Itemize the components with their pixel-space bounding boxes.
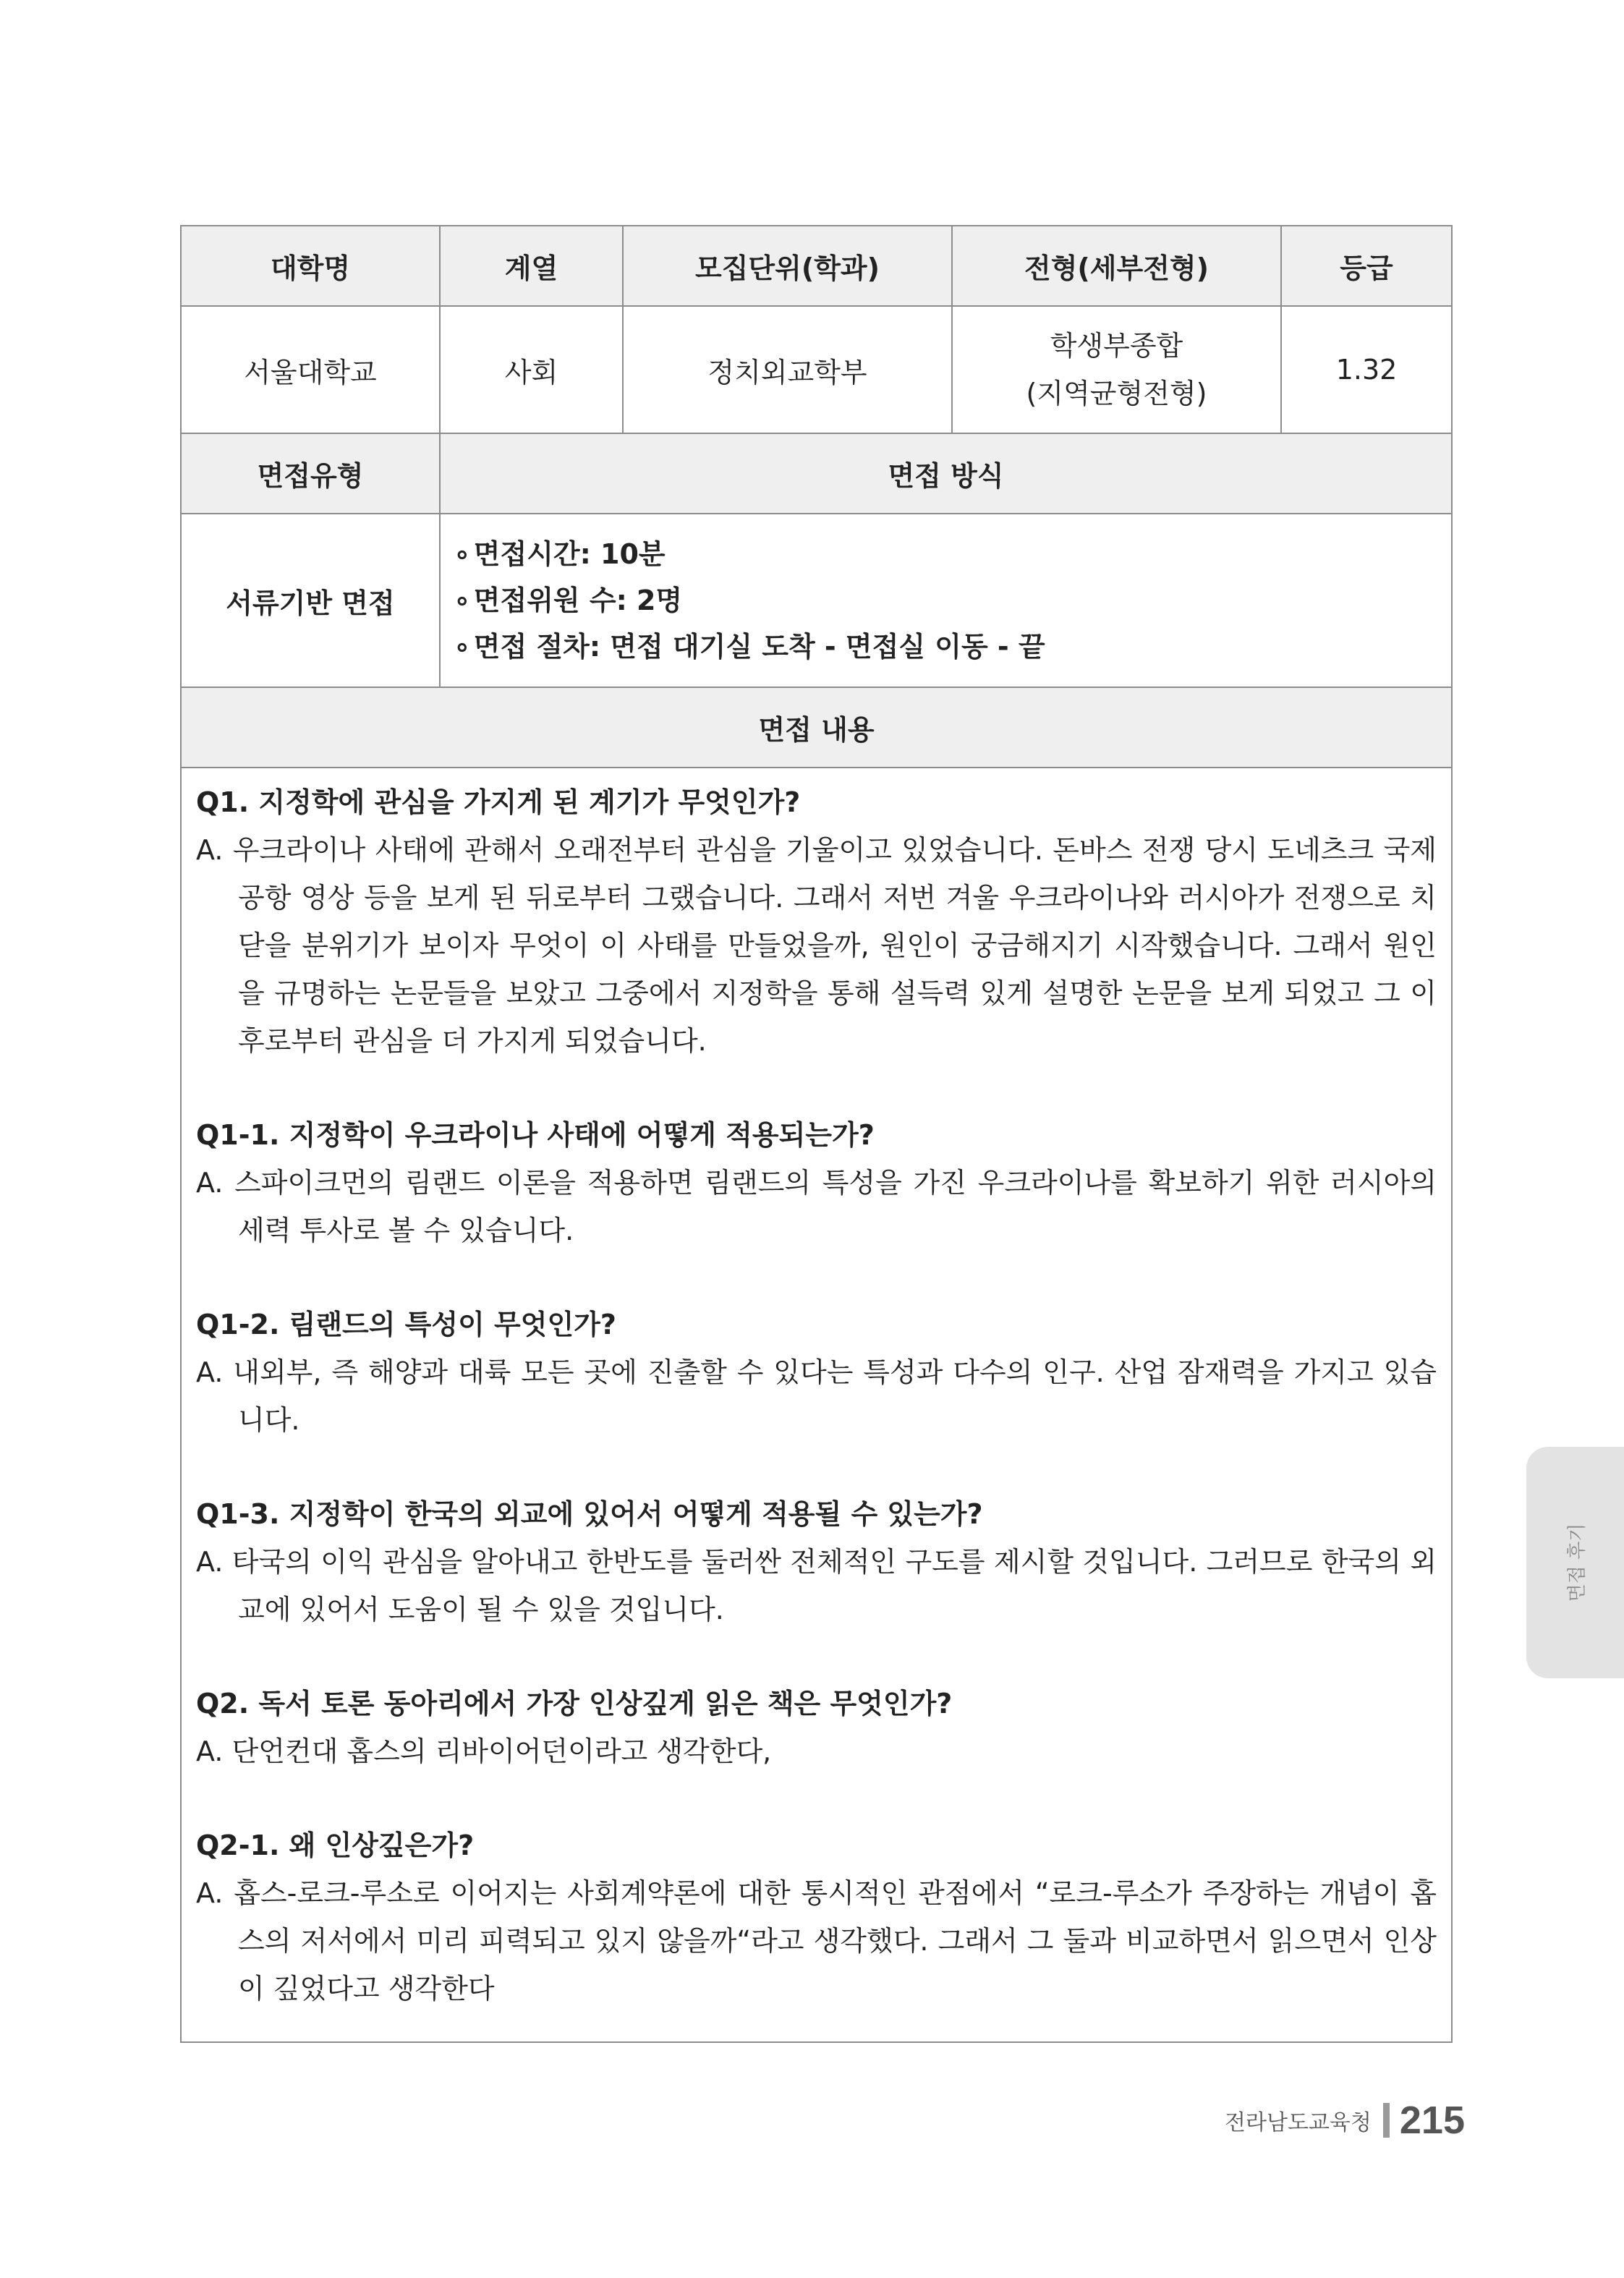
qa-cell <box>181 768 1452 2042</box>
section-side-tab <box>1526 1447 1624 1678</box>
qa-block <box>196 778 1437 1065</box>
cell-admission <box>952 306 1281 433</box>
qa-block <box>196 1680 1437 1775</box>
bullet-icon: ∘ <box>454 631 471 663</box>
page-number: 215 <box>1399 2099 1465 2142</box>
header-grade: 등급 <box>1281 226 1452 306</box>
header-field: 계열 <box>440 226 623 306</box>
admission-line-1: 학생부종합 <box>1050 330 1183 362</box>
interview-table <box>180 225 1453 2043</box>
qa-block <box>196 1822 1437 2013</box>
qa-block <box>196 1490 1437 1633</box>
method-item-text: 면접시간: 10분 <box>473 538 666 570</box>
method-item <box>454 531 1451 577</box>
header-row <box>181 226 1452 306</box>
header-interview-content: 면접 내용 <box>181 687 1452 768</box>
cell-university: 서울대학교 <box>181 306 440 433</box>
answer: A. 단언컨대 홉스의 리바이어던이라고 생각한다, <box>196 1735 772 1767</box>
question: Q1-1. 지정학이 우크라이나 사태에 어떻게 적용되는가? <box>196 1119 875 1151</box>
method-item <box>454 577 1451 624</box>
side-tab-label: 면접 후기 <box>1566 1523 1588 1602</box>
question: Q1-2. 림랜드의 특성이 무엇인가? <box>196 1309 616 1340</box>
cell-grade: 1.32 <box>1281 306 1452 433</box>
bullet-icon: ∘ <box>454 585 471 616</box>
question: Q1-3. 지정학이 한국의 외교에 있어서 어떻게 적용될 수 있는가? <box>196 1498 983 1530</box>
method-item <box>454 624 1451 670</box>
header-department: 모집단위(학과) <box>623 226 952 306</box>
cell-interview-type: 서류기반 면접 <box>181 514 440 687</box>
header-university: 대학명 <box>181 226 440 306</box>
interview-row <box>181 514 1452 687</box>
footer-divider <box>1383 2103 1390 2138</box>
answer: A. 스파이크먼의 림랜드 이론을 적용하면 림랜드의 특성을 가진 우크라이나를 확보하기 위한 러시아의 세력 투사로 볼 수 있습니다. <box>196 1167 1437 1246</box>
admission-line-2: (지역균형전형) <box>1026 378 1207 409</box>
bullet-icon: ∘ <box>454 538 471 570</box>
cell-department: 정치외교학부 <box>623 306 952 433</box>
page-footer <box>1225 2098 1465 2143</box>
content-header-row <box>181 687 1452 768</box>
content-row <box>181 768 1452 2042</box>
question: Q2. 독서 토론 동아리에서 가장 인상깊게 읽은 책은 무엇인가? <box>196 1688 953 1720</box>
answer: A. 우크라이나 사태에 관해서 오래전부터 관심을 기울이고 있었습니다. 돈바스 전쟁 당시 도네츠크 국제공항 영상 등을 보게 된 뒤로부터 그랬습니다. 그래서 저번 겨울 우크라이나와 러시아가 전쟁으로 치닫을 분위기가 보이자 무엇이 이 사태를 만들었을까, 원인이 궁금해지기 시작했습니다. 그래서 원인을 규명하는 논문들을 보았고 그중에서 지정학을 통해 설득력 있게 설명한 논문을 보게 되었고 그 이후로부터 관심을 더 가지게 되었습니다. <box>196 834 1437 1057</box>
footer-organization: 전라남도교육청 <box>1225 2110 1372 2135</box>
qa-block <box>196 1301 1437 1444</box>
header-interview-type: 면접유형 <box>181 433 440 514</box>
qa-block <box>196 1111 1437 1254</box>
answer: A. 홉스-로크-루소로 이어지는 사회계약론에 대한 통시적인 관점에서 “로크-루소가 주장하는 개념이 홉스의 저서에서 미리 피력되고 있지 않을까“라고 생각했다. 그래서 그 둘과 비교하면서 읽으면서 인상이 깊었다고 생각한다 <box>196 1877 1437 2005</box>
question: Q2-1. 왜 인상깊은가? <box>196 1829 475 1861</box>
cell-interview-method <box>440 514 1452 687</box>
answer: A. 내외부, 즉 해양과 대륙 모든 곳에 진출할 수 있다는 특성과 다수의 인구. 산업 잠재력을 가지고 있습니다. <box>196 1356 1437 1436</box>
header-interview-method: 면접 방식 <box>440 433 1452 514</box>
header-admission: 전형(세부전형) <box>952 226 1281 306</box>
method-item-text: 면접위원 수: 2명 <box>473 585 683 616</box>
data-row <box>181 306 1452 433</box>
cell-field: 사회 <box>440 306 623 433</box>
question: Q1. 지정학에 관심을 가지게 된 계기가 무엇인가? <box>196 786 801 818</box>
interview-header-row <box>181 433 1452 514</box>
answer: A. 타국의 이익 관심을 알아내고 한반도를 둘러싼 전체적인 구도를 제시할 것입니다. 그러므로 한국의 외교에 있어서 도움이 될 수 있을 것입니다. <box>196 1546 1437 1625</box>
method-item-text: 면접 절차: 면접 대기실 도착 - 면접실 이동 - 끝 <box>473 631 1045 663</box>
